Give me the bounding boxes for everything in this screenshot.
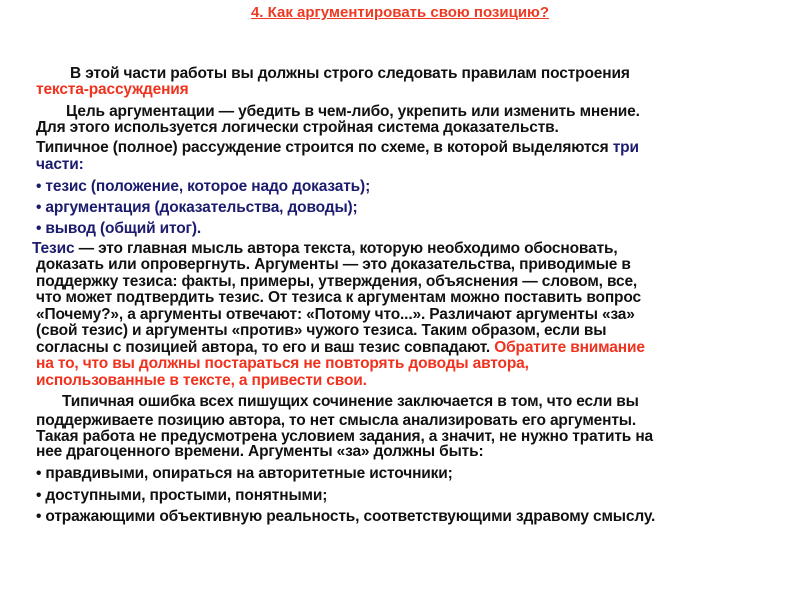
thesis-term: Тезис [32,240,75,257]
thesis-line-5: «Почему?», а аргументы отвечают: «Потому что...». Различают аргументы «за» [36,306,635,323]
slide-title: 4. Как аргументировать свою позицию? [250,4,550,21]
intro-line-2: текста-рассуждения [36,81,189,98]
scheme-bullet: • аргументация (доказательства, доводы); [36,199,358,216]
thesis-line-7 [36,339,645,356]
scheme-bullet: • тезис (положение, которое надо доказать); [36,178,371,195]
thesis-line-6: (свой тезис) и аргументы «против» чужого тезиса. Таким образом, если вы [36,322,607,339]
goal-line-1: Цель аргументации — убедить в чем-либо, укрепить или изменить мнение. [66,103,640,120]
thesis-text: — это главная мысль автора текста, которую необходимо обосновать, [74,240,618,257]
error-bullet: • отражающими объективную реальность, соответствующими здравому смыслу. [36,508,656,525]
thesis-text: согласны с позицией автора, то его и ваш тезис совпадают. [36,339,495,356]
notice-line-3: использованные в тексте, а привести свои. [36,372,367,389]
error-line-1: Типичная ошибка всех пишущих сочинение заключается в том, что если вы [62,393,639,410]
error-bullet: • правдивыми, опираться на авторитетные источники; [36,465,453,482]
intro-line-1: В этой части работы вы должны строго следовать правилам построения [70,65,630,82]
scheme-bullet: • вывод (общий итог). [36,220,202,237]
error-line-4: нее драгоценного времени. Аргументы «за» должны быть: [36,443,484,460]
goal-line-2: Для этого используется логически стройная система доказательств. [36,119,559,136]
thesis-line-2: доказать или опровергнуть. Аргументы — это доказательства, приводимые в [36,256,631,273]
notice-text: Обратите внимание [494,339,645,356]
error-bullet: • доступными, простыми, понятными; [36,487,328,504]
scheme-line-2: части: [36,156,84,173]
scheme-highlight: три [612,139,639,156]
error-line-3: Такая работа не предусмотрена условием задания, а значит, не нужно тратить на [36,428,654,445]
error-line-2: поддерживаете позицию автора, то нет смысла анализировать его аргументы. [36,412,637,429]
scheme-text: Типичное (полное) рассуждение строится по схеме, в которой выделяются [36,139,613,156]
notice-line-2: на то, что вы должны постараться не повторять доводы автора, [36,355,529,372]
scheme-line-1 [36,139,639,156]
thesis-line-1 [32,240,618,257]
thesis-line-3: поддержку тезиса: факты, примеры, утверждения, объяснения — словом, все, [36,273,638,290]
thesis-line-4: что может подтвердить тезис. От тезиса к аргументам можно поставить вопрос [36,289,641,306]
